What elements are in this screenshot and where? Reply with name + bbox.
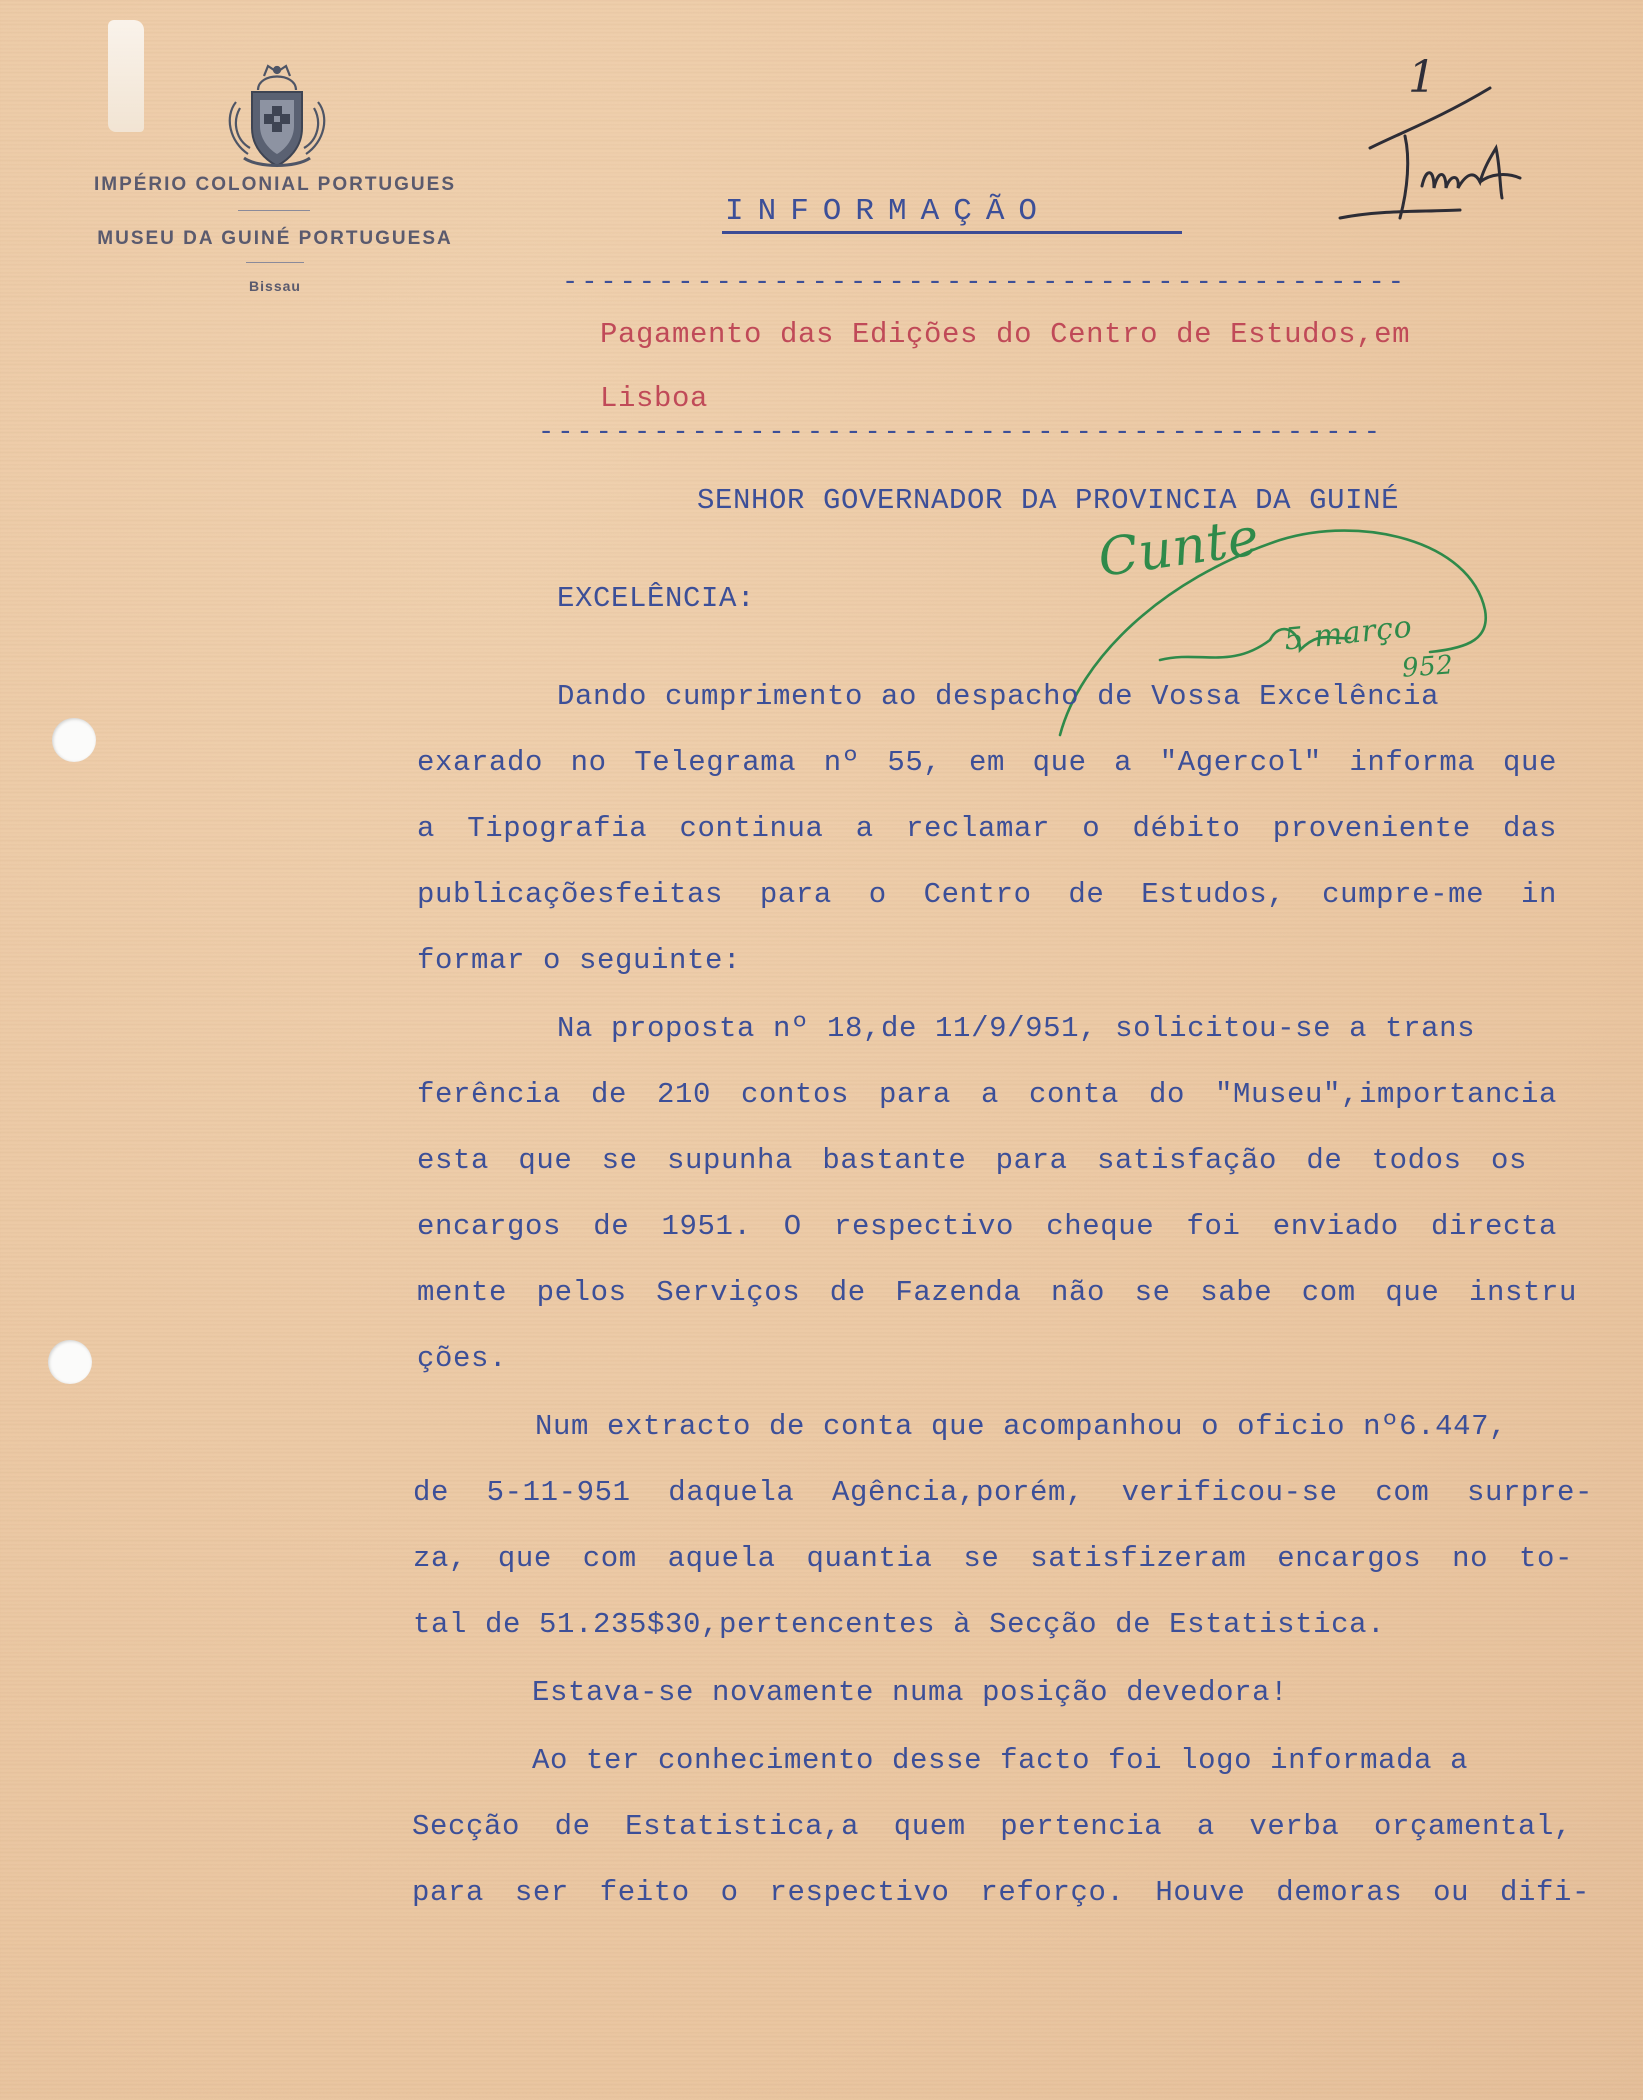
annotation-word: Cunte [1094,507,1263,589]
body-line: Num extracto de conta que acompanhou o oficio nº6.447, [535,1410,1508,1443]
body-line: Estava-se novamente numa posição devedora! [532,1676,1289,1709]
body-line: ções. [417,1342,508,1375]
letterhead-line-2: MUSEU DA GUINÉ PORTUGUESA [97,228,453,249]
body-line: mente pelos Serviços de Fazenda não se sabe com que instru [417,1276,1577,1309]
letterhead-line-3: Bissau [249,278,301,294]
separator-line-top: -------------------------------------------- [562,268,1407,298]
body-line: exarado no Telegrama nº 55, em que a "Agercol" informa que [417,746,1557,779]
separator-line-bottom: -------------------------------------------- [538,418,1383,448]
body-line: Dando cumprimento ao despacho de Vossa Excelência [557,680,1440,713]
body-line: Na proposta nº 18,de 11/9/951, solicitou-se a trans [557,1012,1476,1045]
body-line: za, que com aquela quantia se satisfizeram encargos no to- [413,1542,1573,1575]
body-line: de 5-11-951 daquela Agência,porém, verificou-se com surpre- [413,1476,1593,1509]
body-line: encargos de 1951. O respectivo cheque foi enviado directa [417,1210,1557,1243]
torn-corner [108,20,144,132]
document-title: INFORMAÇÃO [725,194,1052,229]
body-line: Ao ter conhecimento desse facto foi logo informada a [532,1744,1469,1777]
subject-line-2: Lisboa [600,382,709,415]
letterhead-rule [238,210,310,211]
subject-line-1: Pagamento das Edições do Centro de Estudos,em [600,318,1411,351]
page-number: 1 [1408,52,1437,103]
handwritten-signature-icon [1330,78,1560,238]
punch-hole [52,718,96,762]
body-line: a Tipografia continua a reclamar o débito proveniente das [417,812,1557,845]
body-line: Secção de Estatistica,a quem pertencia a verba orçamental, [412,1810,1572,1843]
body-line: tal de 51.235$30,pertencentes à Secção de Estatistica. [413,1608,1386,1641]
annotation-year: 952 [1401,650,1455,684]
letterhead-line-1: IMPÉRIO COLONIAL PORTUGUES [93,174,456,195]
body-line: ferência de 210 contos para a conta do "Museu",importancia [417,1078,1557,1111]
body-line: publicaçõesfeitas para o Centro de Estudos, cumpre-me in [417,878,1557,911]
body-line: formar o seguinte: [417,944,742,977]
body-line: para ser feito o respectivo reforço. Houve demoras ou difi- [412,1876,1590,1909]
addressee: SENHOR GOVERNADOR DA PROVINCIA DA GUINÉ [697,484,1400,517]
title-underline [722,231,1182,234]
punch-hole [48,1340,92,1384]
body-line: esta que se supunha bastante para satisfação de todos os [417,1144,1527,1177]
letterhead-rule [246,262,304,263]
coat-of-arms-icon [218,62,336,172]
salutation: EXCELÊNCIA: [557,582,756,615]
annotation-date: 5 março [1282,609,1414,658]
